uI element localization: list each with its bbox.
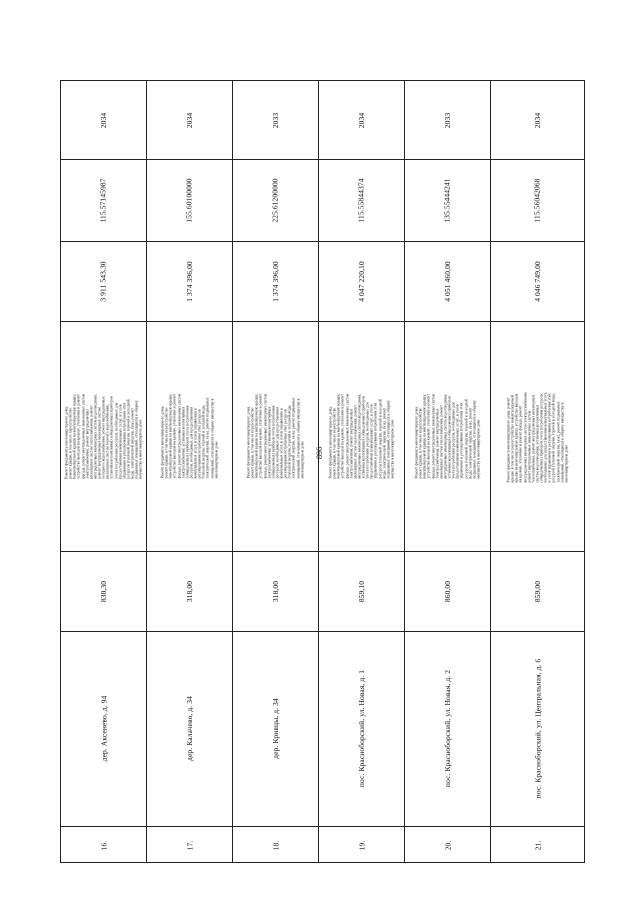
row-address: дер. Калачево, д. 34 (185, 696, 194, 761)
row-year: 2034 (99, 112, 108, 128)
row-number: 19. (357, 840, 366, 850)
row-area: 859,00 (532, 580, 542, 602)
row-cost: 1 374 396,00 (270, 260, 280, 302)
row-cost: 1 374 396,00 (184, 260, 194, 302)
row-area: 318,00 (184, 580, 194, 602)
row-cost: 4 047 220,10 (356, 260, 366, 302)
row-year: 2034 (185, 112, 194, 128)
row-number: 21. (533, 840, 542, 850)
row-unit-cost: 115.55844374 (356, 177, 366, 223)
row-address: пос. Красноборский, ул. Новая, д. 2 (443, 669, 453, 788)
row-works: Ремонт фундамента многоквартирного дома, ремонт крыши, в том числе переустройство невентилируемой крыши на вентилируемую крышу, устройство выходов на кровлю, утепление и ремонт фасада, ремонт внутридомовых инженерных систем электроснабжения, ремонт внутридомовых инженерных систем теплоснабжения, ремонт внутридомовых инженерных систем водоотведения, установка коллективных (общедомовых) приборов учета потребления ресурсов, необходимых для предоставления коммунальных услуг, и узлов управления и регулирования потребления этих ресурсов (тепловой энергии, горячей и холодной воды, электрической энергии, газа), ремонт подвальных помещений, относящихся к общему имуществу в многоквартирном доме (414, 393, 481, 479)
row-works: Ремонт фундамента многоквартирного дома, ремонт крыши, в том числе переустройство невентилируемой крыши на вентилируемую крышу, устройство выходов на кровлю, утепление и ремонт фасада, ремонт внутридомовых инженерных систем электроснабжения, установка коллективных (общедомовых) приборов учета потребления ресурсов, необходимых для предоставления коммунальных услуг, и узлов управления и регулирования потребления этих ресурсов (тепловой энергии, горячей и холодной воды, электрической энергии, газа), ремонт подвальных помещений, относящихся к общему имуществу в многоквартирном доме (246, 393, 305, 479)
row-works: Ремонт фундамента многоквартирного дома, ремонт крыши, в том числе переустройство невентилируемой крыши на вентилируемую крышу, устройство выходов на кровлю, утепление и ремонт фасада, ремонт внутридомовых инженерных систем электроснабжения, ремонт внутридомовых инженерных систем теплоснабжения, ремонт внутридомовых инженерных систем водоотведения, установка коллективных (общедомовых) приборов учета потребления ресурсов, необходимых для предоставления коммунальных услуг, и узлов управления и регулирования потребления этих ресурсов (тепловой энергии, горячей и холодной воды, электрической энергии, газа), ремонт подвальных помещений, относящихся к общему имуществу в многоквартирном доме (506, 391, 569, 483)
row-works: Ремонт фундамента многоквартирного дома, ремонт крыши, в том числе переустройство невентилируемой крыши на вентилируемую крышу, устройство выходов на кровлю, утепление и ремонт фасада, ремонт внутридомовых инженерных систем электроснабжения, установка коллективных (общедомовых) приборов учета потребления ресурсов, необходимых для предоставления коммунальных услуг, и узлов управления и регулирования потребления этих ресурсов (тепловой энергии, горячей и холодной воды, электрической энергии, газа), ремонт подвальных помещений, относящихся к общему имуществу в многоквартирном доме (160, 393, 219, 479)
row-address: пос. Красноборский, ул. Центральная, д. 6 (533, 658, 543, 799)
row-address: пос. Красноборский, ул. Новая, д. 1 (357, 669, 367, 788)
row-number: 18. (271, 840, 280, 850)
row-unit-cost: 225.61200000 (270, 177, 280, 223)
row-year: 2033 (443, 112, 452, 128)
table-row-20 (405, 81, 491, 862)
page-number: 896 (315, 447, 324, 459)
table-row-21 (491, 81, 584, 862)
row-works: Ремонт фундамента многоквартирного дома, ремонт крыши, в том числе переустройство невентилируемой крыши на вентилируемую крышу, устройство выходов на кровлю, утепление и ремонт фасада, ремонт внутридомовых инженерных систем электроснабжения, ремонт внутридомовых инженерных систем теплоснабжения, ремонт внутридомовых инженерных систем водоотведения, ремонт внутридомовых инженерных систем холодного водоснабжения, ремонт внутридомовых инженерных систем горячего водоснабжения, установка коллективных (общедомовых) приборов учета потребления ресурсов, необходимых для предоставления коммунальных услуг, и узлов управления и регулирования потребления этих ресурсов (тепловой энергии, горячей и холодной воды, электрической энергии, газа), ремонт подвальных помещений, относящихся к общему имуществу в многоквартирном доме (64, 393, 143, 479)
row-area: 860,00 (442, 580, 452, 602)
table-row-19 (319, 81, 405, 862)
row-unit-cost: 135.55444241 (442, 177, 452, 223)
row-cost: 4 051 460,00 (442, 260, 452, 302)
row-year: 2033 (271, 112, 280, 128)
table-row-16 (61, 81, 147, 862)
row-unit-cost: 115.57145987 (98, 177, 108, 223)
row-number: 20. (443, 840, 452, 850)
row-cost: 4 046 749,00 (532, 260, 542, 302)
row-address: дер. Аксенево, д. 94 (98, 695, 108, 762)
row-unit-cost: 155.60100000 (184, 177, 194, 223)
works-table (60, 80, 585, 863)
row-year: 2034 (357, 112, 366, 128)
row-area: 318,00 (270, 580, 280, 602)
row-cost: 3 911 543,30 (98, 260, 108, 302)
row-area: 859,10 (356, 580, 366, 602)
table-row-17 (147, 81, 233, 862)
row-works: Ремонт фундамента многоквартирного дома, ремонт крыши, в том числе переустройство невентилируемой крыши на вентилируемую крышу, устройство выходов на кровлю, утепление и ремонт фасада, ремонт внутридомовых инженерных систем электроснабжения, ремонт внутридомовых инженерных систем теплоснабжения, ремонт внутридомовых инженерных систем водоотведения, установка коллективных (общедомовых) приборов учета потребления ресурсов, необходимых для предоставления коммунальных услуг, и узлов управления и регулирования потребления этих ресурсов (тепловой энергии, горячей и холодной воды, электрической энергии, газа), ремонт подвальных помещений, относящихся к общему имуществу в многоквартирном доме (328, 393, 395, 479)
row-number: 16. (99, 840, 108, 850)
row-year: 2034 (533, 112, 542, 128)
table-row-18 (233, 81, 319, 862)
row-number: 17. (185, 840, 194, 850)
row-address: дер. Кривцы, д. 34 (271, 698, 280, 759)
row-unit-cost: 115.56042068 (532, 177, 542, 223)
row-area: 830,30 (98, 580, 108, 602)
